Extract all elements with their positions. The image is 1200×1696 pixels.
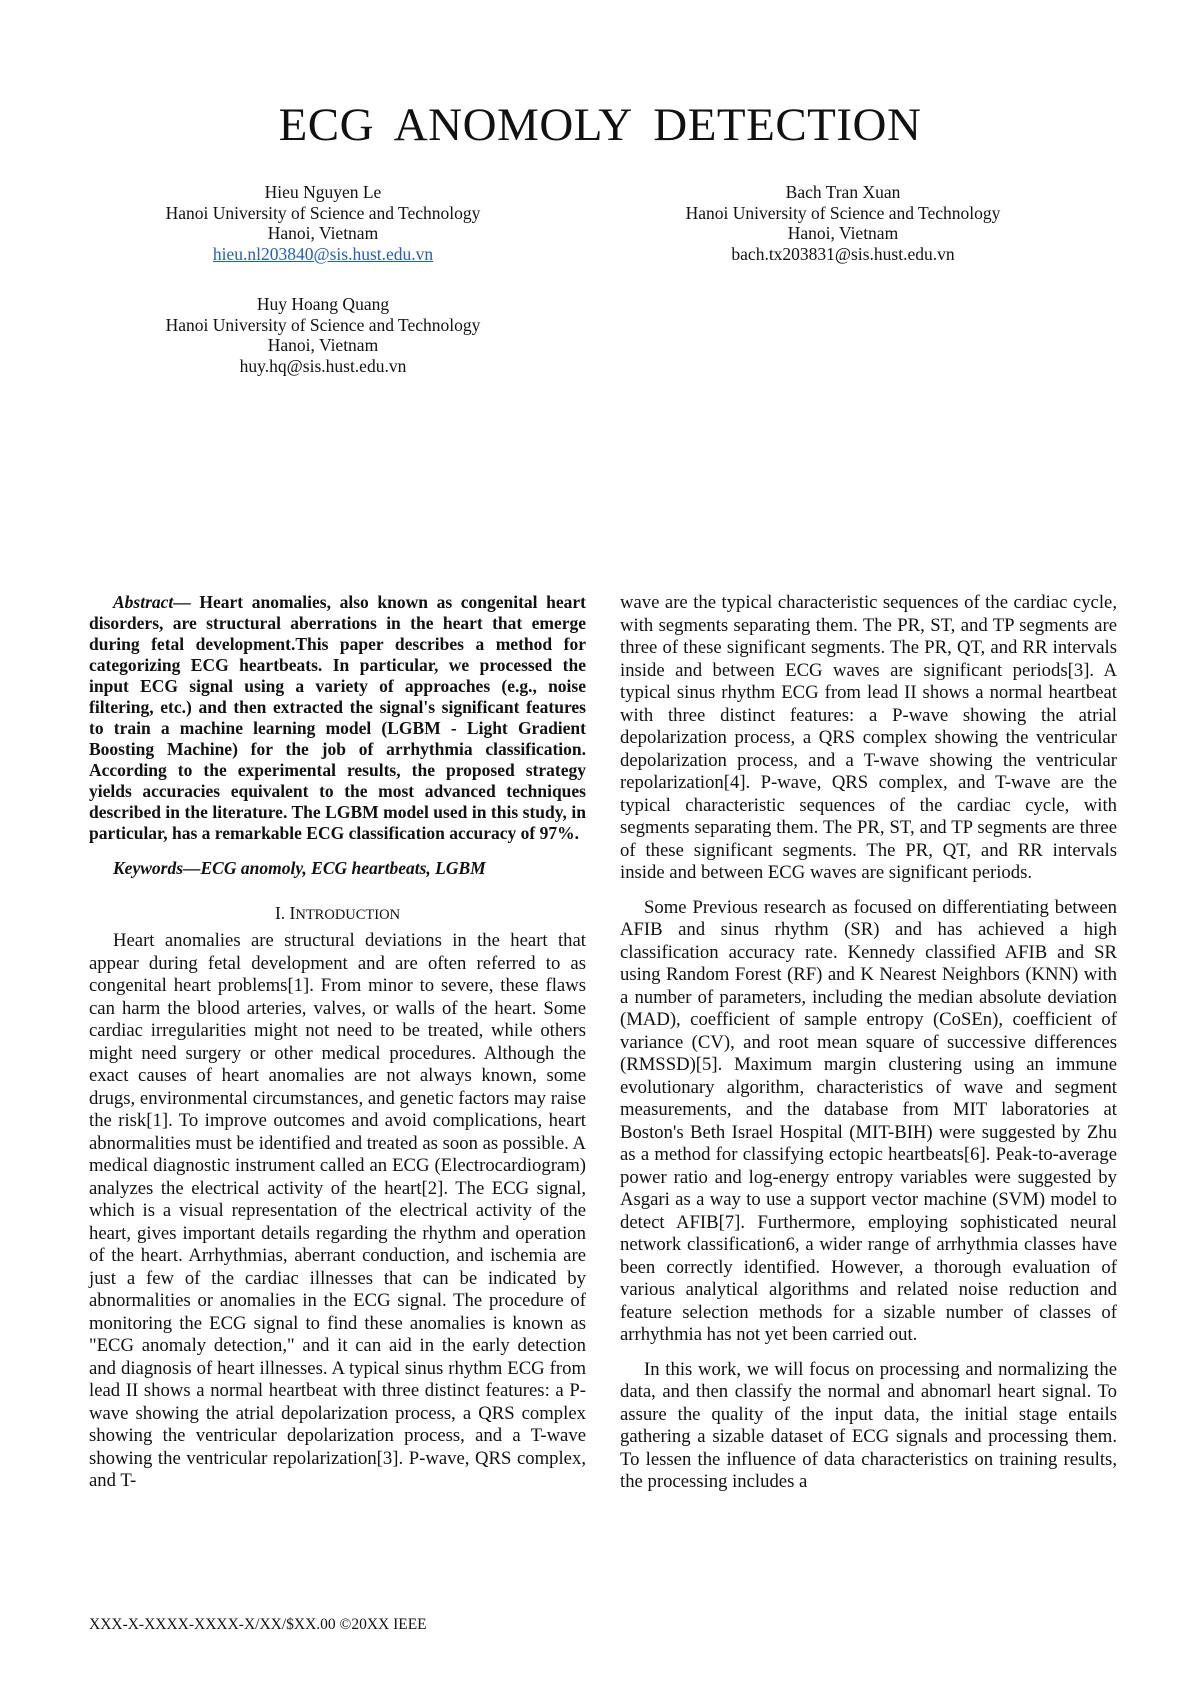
left-column [89, 592, 586, 1493]
section-title-initial: I [289, 902, 296, 923]
author-location: Hanoi, Vietnam [787, 223, 899, 243]
paper-title: ECG ANOMOLY DETECTION [278, 99, 922, 151]
copyright-footer: XXX-X-XXXX-XXXX-X/XX/$XX.00 ©20XX IEEE [89, 1616, 427, 1633]
author-affiliation: Hanoi University of Science and Technology [165, 314, 481, 335]
keywords: Keywords—ECG anomoly, ECG heartbeats, LGBM [113, 858, 486, 878]
author-affiliation: Hanoi University of Science and Technology [685, 202, 1001, 223]
paragraph-continued: wave are the typical characteristic sequences of the cardiac cycle, with segments separating them. The PR, ST, and TP segments are three of these significant segments. The PR, QT, and RR intervals inside and between ECG waves are significant periods[3]. A typical sinus rhythm ECG from lead II shows a normal heartbeat with three distinct features: a P-wave showing the atrial depolarization process, a QRS complex showing the ventricular depolarization process, and a T-wave showing the ventricular repolarization[4]. P-wave, QRS complex, and T-wave are the typical characteristic sequences of the cardiac cycle, with segments separating them. The PR, ST, and TP segments are three of these significant segments. The PR, QT, and RR intervals inside and between ECG waves are significant periods. [620, 592, 1117, 883]
section-title-rest: NTRODUCTION [295, 906, 401, 923]
author-location: Hanoi, Vietnam [267, 335, 379, 355]
author-block-3 [123, 294, 523, 376]
section-heading-introduction [89, 902, 586, 927]
author-email-link[interactable]: hieu.nl203840@sis.hust.edu.vn [212, 243, 434, 264]
paragraph-intro: Heart anomalies are structural deviations in the heart that appear during fetal development and are often referred to as congenital heart problems[1]. From minor to severe, these flaws can harm the blood arteries, valves, or walls of the heart. Some cardiac irregularities might not need to be treated, while others might need surgery or other medical procedures. Although the exact causes of heart anomalies are not always known, some drugs, environmental circumstances, and genetic factors may raise the risk[1]. To improve outcomes and avoid complications, heart abnormalities must be identified and treated as soon as possible. A medical diagnostic instrument called an ECG (Electrocardiogram) analyzes the electrical activity of the heart[2]. The ECG signal, which is a visual representation of the electrical activity of the heart, gives important details regarding the rhythm and operation of the heart. Arrhythmias, aberrant conduction, and ischemia are just a few of the cardiac illnesses that can be indicated by abnormalities or anomalies in the ECG signal. The procedure of monitoring the ECG signal to find these anomalies is known as "ECG anomaly detection," and it can aid in the early detection and diagnosis of heart illnesses. A typical sinus rhythm ECG from lead II shows a normal heartbeat with three distinct features: a P-wave showing the atrial depolarization process, a QRS complex showing the ventricular depolarization process, and a T-wave showing the ventricular repolarization[3]. P-wave, QRS complex, and T- [89, 930, 586, 1491]
paragraph-previous-research: Some Previous research as focused on differentiating between AFIB and sinus rhythm (SR) and has achieved a high classification accuracy rate. Kennedy classified AFIB and SR using Random Forest (RF) and K Nearest Neighbors (KNN) with a number of parameters, including the median absolute deviation (MAD), coefficient of sample entropy (CoSEn), coefficient of variance (CV), and root mean square of successive differences (RMSSD)[5]. Maximum margin clustering using an immune evolutionary algorithm, characteristics of wave and segment measurements, and the database from MIT laboratories at Boston's Beth Israel Hospital (MIT-BIH) were suggested by Zhu as a method for classifying ectopic heartbeats[6]. Peak-to-average power ratio and log-energy entropy variables were suggested by Asgari as a way to use a support vector machine (SVM) model to detect AFIB[7]. Furthermore, employing sophisticated neural network classification6, a wider range of arrhythmia classes have been correctly identified. However, a thorough evaluation of various analytical algorithms and related noise reduction and feature selection methods for a sizable number of classes of arrhythmia has not yet been carried out. [620, 896, 1117, 1345]
author-email: huy.hq@sis.hust.edu.vn [239, 355, 407, 376]
author-name: Bach Tran Xuan [785, 182, 901, 202]
abstract-dash: — [173, 592, 200, 612]
author-block-2 [643, 182, 1043, 264]
author-affiliation: Hanoi University of Science and Technology [165, 202, 481, 223]
author-block-1 [123, 182, 523, 264]
author-name: Huy Hoang Quang [256, 294, 390, 314]
author-location: Hanoi, Vietnam [267, 223, 379, 243]
paragraph-this-work: In this work, we will focus on processing and normalizing the data, and then classify the normal and abnomarl heart signal. To assure the quality of the input data, the initial stage entails gathering a sizable dataset of ECG signals and processing them. To lessen the influence of data characteristics on training results, the processing includes a [620, 1358, 1117, 1492]
section-number: I. [274, 902, 286, 923]
right-column [620, 592, 1117, 1494]
author-email: bach.tx203831@sis.hust.edu.vn [731, 243, 955, 264]
author-name: Hieu Nguyen Le [264, 182, 382, 202]
abstract-label: Abstract [113, 592, 174, 612]
abstract [89, 592, 586, 844]
abstract-text: Heart anomalies, also known as congenital heart disorders, are structural aberrations in the heart that emerge during fetal development.This paper describes a method for categorizing ECG heartbeats. In particular, we processed the input ECG signal using a variety of approaches (e.g., noise filtering, etc.) and then extracted the signal's significant features to train a machine learning model (LGBM - Light Gradient Boosting Machine) for the job of arrhythmia classification. According to the experimental results, the proposed strategy yields accuracies equivalent to the most advanced techniques described in the literature. The LGBM model used in this study, in particular, has a remarkable ECG classification accuracy of 97%. [89, 592, 586, 843]
